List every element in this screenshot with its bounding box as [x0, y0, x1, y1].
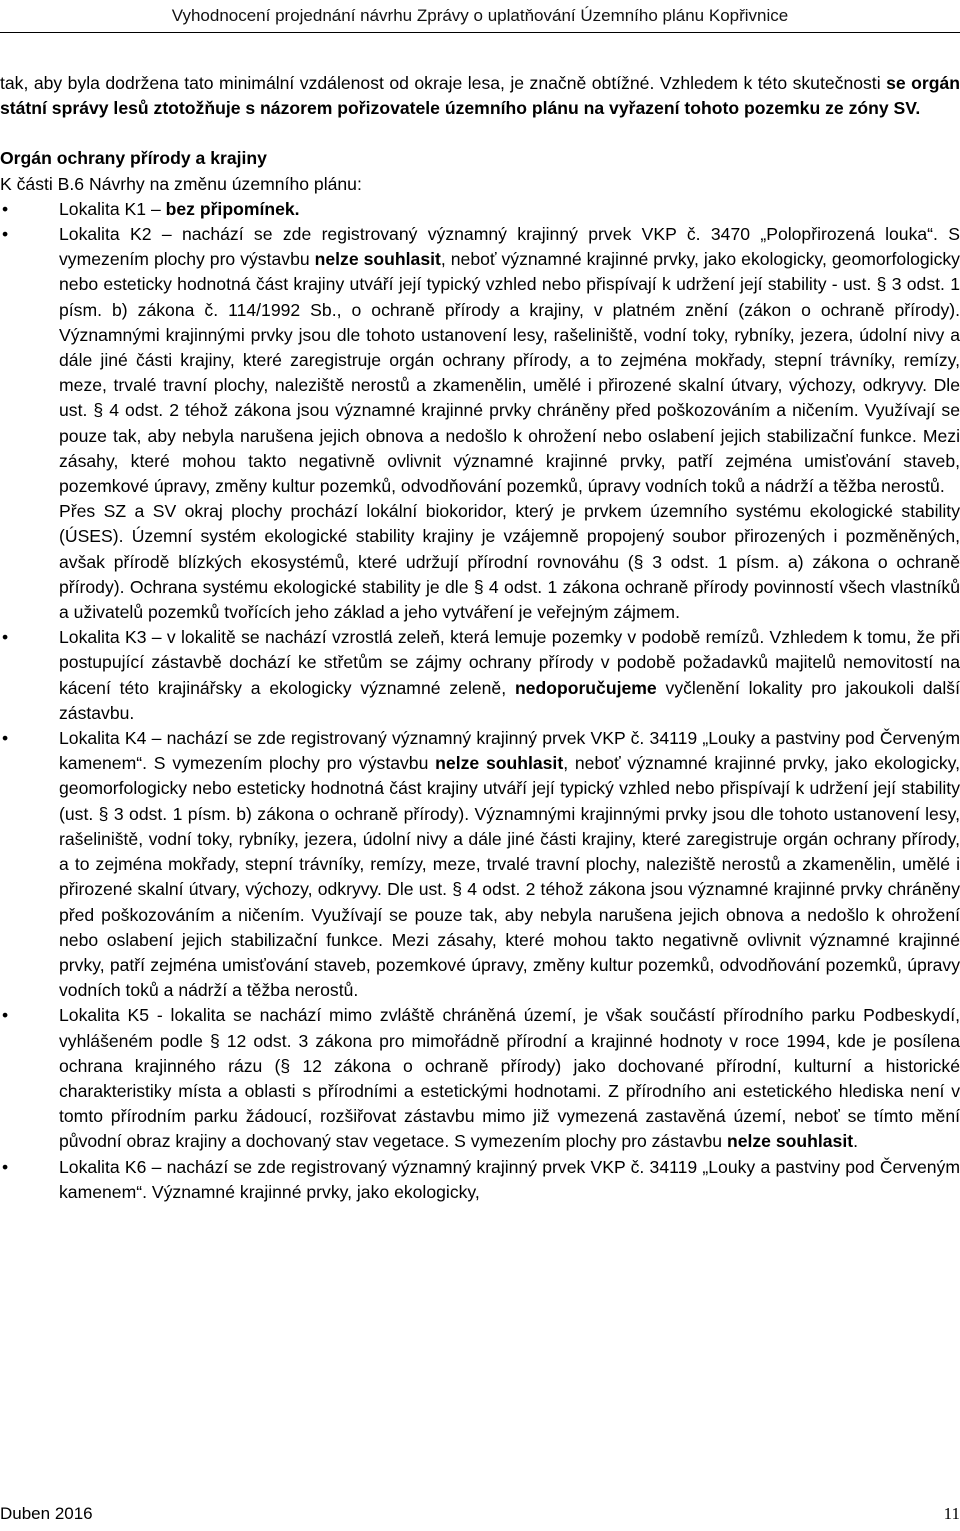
- k4-bold-text: nelze souhlasit: [435, 753, 564, 774]
- k3-bold-text: nedoporučujeme: [514, 677, 657, 698]
- k3-text-rest: vyčlenění lokality pro jakoukoli další zástavbu.: [59, 677, 960, 723]
- intro-paragraph: [0, 71, 960, 121]
- bullet-icon: •: [2, 728, 9, 749]
- list-item-k3: [0, 625, 960, 726]
- k6-text: Lokalita K6 – nachází se zde registrovaný významný krajinný prvek VKP č. 34119 „Louky a pastviny pod Červeným kamenem“. Významné krajinné prvky, jako ekologicky,: [59, 1156, 960, 1202]
- spacer: [0, 121, 960, 146]
- intro-bold-text: se orgán státní správy lesů ztotožňuje s názorem pořizovatele územního plánu na vyřazení tohoto pozemku ze zóny SV.: [0, 73, 960, 119]
- k3-text: Lokalita K3 – v lokalitě se nachází vzrostlá zeleň, která lemuje pozemky v podobě remízů. Vzhledem k tomu, že při postupující zástavbě dochází ke střetům se zájmy ochrany přírody v podobě požadavků majitelů nemovitostí na kácení této krajinářsky a ekologicky významné zeleně,: [59, 627, 960, 698]
- bullet-icon: •: [2, 1005, 9, 1026]
- footer-date: Duben 2016: [0, 1504, 93, 1523]
- k2-text: Lokalita K2 – nachází se zde registrovaný významný krajinný prvek VKP č. 3470 „Polopřirozená louka“. S vymezením plochy pro výstavbu: [59, 224, 960, 270]
- locality-list: [0, 197, 960, 499]
- k5-text-rest: .: [853, 1131, 858, 1152]
- k4-text: Lokalita K4 – nachází se zde registrovaný významný krajinný prvek VKP č. 34119 „Louky a pastviny pod Červeným kamenem“. S vymezením plochy pro výstavbu: [59, 728, 960, 774]
- page-number: 11: [943, 1504, 960, 1523]
- section-title: Orgán ochrany přírody a krajiny: [0, 148, 267, 169]
- uses-paragraph: Přes SZ a SV okraj plochy prochází lokální biokoridor, který je prvkem územního systému ekologické stability (ÚSES). Územní systém ekologické stability krajiny je vzájemně propojený soubor přirozených i pozměněných, avšak přírodě blízkých ekosystémů, které udržují přírodní rovnováhu (§ 3 odst. 1 písm. a) zákona o ochraně přírody). Ochrana systému ekologické stability je dle § 4 odst. 1 zákona ochraně přírody povinností všech vlastníků a uživatelů pozemků tvořících jeho základ a jeho vytváření je veřejným zájmem.: [59, 501, 960, 623]
- section-subtitle: K části B.6 Návrhy na změnu územního plánu:: [0, 173, 362, 194]
- list-item-k5: [0, 1003, 960, 1154]
- document-body: [0, 71, 960, 1205]
- bullet-icon: •: [2, 198, 9, 219]
- list-item-k1: [0, 197, 960, 222]
- k5-text: Lokalita K5 - lokalita se nachází mimo zvláště chráněná území, je však součástí přírodního parku Podbeskydí, vyhlášeném podle § 12 odst. 3 zákona pro mimořádně přírodní a krajinné hodnoty v roce 1994, kde je posílena ochrana krajinného rázu (§ 12 zákona o ochraně přírody) jako dochované přírodní, kulturní a historické charakteristiky místa a oblasti s přírodními a estetickými hodnotami. Z přírodního ani estetického hlediska není v tomto přírodním parku žádoucí, rozšiřovat zástavbu mimo již vymezená zastavěná území, neboť se tímto mění původní obraz krajiny a dochovaný stav vegetace. S vymezením plochy pro zástavbu: [59, 1005, 960, 1152]
- k2-bold-text: nelze souhlasit: [314, 249, 441, 270]
- k1-bold-text: bez připomínek.: [165, 198, 300, 219]
- k1-text: Lokalita K1 –: [59, 198, 166, 219]
- locality-list-2: [0, 625, 960, 1205]
- header-divider: [0, 32, 960, 33]
- k5-bold-text: nelze souhlasit: [726, 1131, 854, 1152]
- intro-text: tak, aby byla dodržena tato minimální vzdálenost od okraje lesa, je značně obtížné. Vzhledem k této skutečnosti: [0, 73, 887, 93]
- list-item-k2: [0, 222, 960, 499]
- bullet-icon: •: [2, 1156, 9, 1177]
- k4-text-rest: , neboť významné krajinné prvky, jako ekologicky, geomorfologicky nebo esteticky hodnotná část krajiny utváří její typický vzhled nebo přispívají k udržení její stability (ust. § 3 odst. 1 písm. b) zákona o ochraně přírody). Významnými krajinnými prvky jsou dle tohoto ustanovení lesy, rašeliniště, vodní toky, rybníky, jezera, údolní nivy a dále jiné části krajiny, které zaregistruje orgán ochrany přírody, a to zejména mokřady, stepní trávníky, remízy, meze, trvalé travní plochy, naleziště nerostů a zkamenělin, umělé i přirozené skalní útvary, výchozy, odkryvy. Dle ust. § 4 odst. 2 téhož zákona jsou významné krajinné prvky chráněny před poškozováním a ničením. Využívají se pouze tak, aby nebyla narušena jejich obnova a nedošlo k ohrožení nebo oslabení jejich stabilizační funkce. Mezi zásahy, které mohou takto negativně ovlivnit významné krajinné prvky, patří zejména umisťování staveb, pozemkové úpravy, změny kultur pozemků, odvodňování pozemků, úpravy vodních toků a nádrží a těžba nerostů.: [59, 753, 960, 1001]
- bullet-icon: •: [2, 627, 9, 648]
- list-item-k4: [0, 726, 960, 1003]
- list-item-k6: [0, 1155, 960, 1205]
- page-header: Vyhodnocení projednání návrhu Zprávy o uplatňování Územního plánu Kopřivnice: [171, 6, 789, 25]
- bullet-icon: •: [2, 224, 9, 245]
- k2-text-rest: , neboť významné krajinné prvky, jako ekologicky, geomorfologicky nebo esteticky hodnotná část krajiny utváří její typický vzhled nebo přispívají k udržení její stability - ust. § 3 odst. 1 písm. b) zákona č. 114/1992 Sb., o ochraně přírody a krajiny, v platném znění (zákon o ochraně přírody). Významnými krajinnými prvky jsou dle tohoto ustanovení lesy, rašeliniště, vodní toky, rybníky, jezera, údolní nivy a dále jiné části krajiny, které zaregistruje orgán ochrany přírody, a to zejména mokřady, stepní trávníky, remízy, meze, trvalé travní plochy, naleziště nerostů a zkamenělin, umělé i přirozené skalní útvary, výchozy, odkryvy. Dle ust. § 4 odst. 2 téhož zákona jsou významné krajinné prvky chráněny před poškozováním a ničením. Využívají se pouze tak, aby nebyla narušena jejich obnova a nedošlo k ohrožení nebo oslabení jejich stabilizační funkce. Mezi zásahy, které mohou takto negativně ovlivnit významné krajinné prvky, patří zejména umisťování staveb, pozemkové úpravy, změny kultur pozemků, odvodňování pozemků, úpravy vodních toků a nádrží a těžba nerostů.: [59, 249, 960, 497]
